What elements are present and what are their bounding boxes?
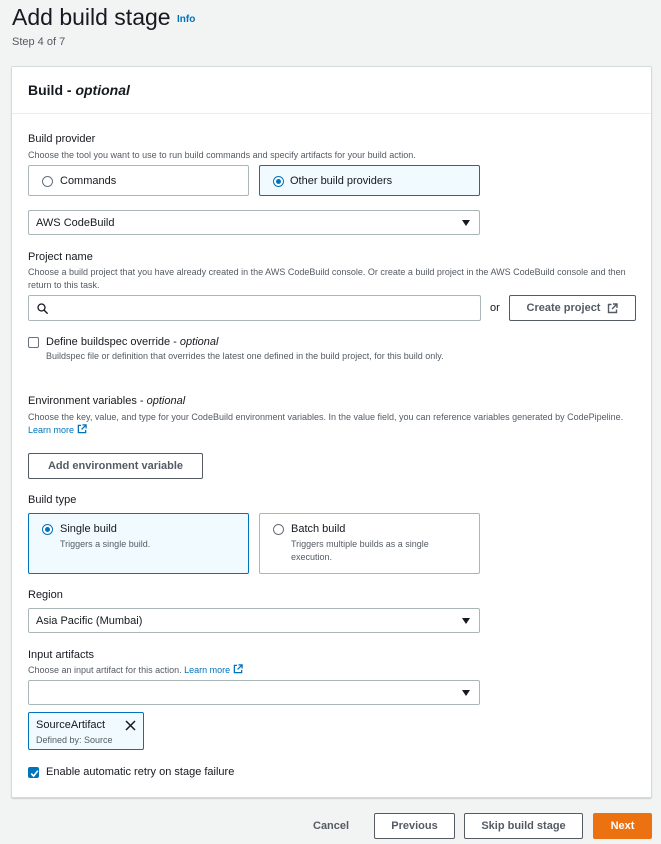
caret-down-icon bbox=[462, 220, 470, 226]
input-artifacts-description bbox=[28, 664, 243, 677]
build-provider-select[interactable] bbox=[28, 210, 480, 235]
env-vars-learn-more-link[interactable]: Learn more bbox=[28, 425, 75, 435]
provider-option-commands-label: Commands bbox=[60, 175, 117, 187]
retry-checkbox[interactable] bbox=[28, 767, 39, 778]
build-type-batch-label: Batch build bbox=[291, 523, 346, 535]
artifact-token bbox=[28, 712, 144, 750]
radio-icon[interactable] bbox=[42, 176, 53, 187]
add-environment-variable-button[interactable] bbox=[28, 453, 203, 479]
build-provider-select-value: AWS CodeBuild bbox=[36, 217, 115, 229]
build-provider-label: Build provider bbox=[28, 133, 96, 145]
build-type-batch[interactable] bbox=[259, 513, 480, 574]
previous-button[interactable] bbox=[374, 813, 455, 839]
close-icon[interactable] bbox=[125, 720, 136, 731]
caret-down-icon bbox=[462, 690, 470, 696]
panel-title-optional: optional bbox=[75, 82, 130, 98]
build-type-label: Build type bbox=[28, 494, 77, 506]
cancel-button[interactable]: Cancel bbox=[313, 820, 350, 832]
radio-icon[interactable] bbox=[273, 524, 284, 535]
project-name-description: Choose a build project that you have already created in the AWS CodeBuild console. Or create a build project in the AWS CodeBuild console and then return to this task. bbox=[28, 267, 626, 290]
buildspec-label-prefix: Define buildspec override - bbox=[46, 336, 180, 348]
env-vars-description bbox=[28, 411, 628, 437]
build-type-single[interactable] bbox=[28, 513, 249, 574]
env-vars-label-optional: optional bbox=[146, 395, 186, 407]
build-type-batch-description: Triggers multiple builds as a single execution. bbox=[291, 539, 429, 562]
input-artifacts-learn-more-link[interactable]: Learn more bbox=[184, 665, 231, 675]
skip-build-stage-button[interactable] bbox=[464, 813, 583, 839]
panel-title bbox=[28, 82, 130, 98]
external-link-icon bbox=[607, 303, 618, 314]
region-label: Region bbox=[28, 589, 63, 601]
build-provider-description: Choose the tool you want to use to run build commands and specify artifacts for your build action. bbox=[28, 150, 416, 160]
buildspec-override-label bbox=[46, 336, 218, 348]
provider-option-other-label: Other build providers bbox=[290, 175, 393, 187]
add-environment-variable-label: Add environment variable bbox=[47, 460, 184, 472]
create-project-button[interactable] bbox=[509, 295, 636, 321]
external-link-icon bbox=[77, 424, 87, 434]
or-text: or bbox=[490, 302, 500, 314]
buildspec-override-description: Buildspec file or definition that overrides the latest one defined in the build project, for this build only. bbox=[46, 351, 444, 361]
panel-title-prefix: Build - bbox=[28, 82, 76, 98]
region-select-value: Asia Pacific (Mumbai) bbox=[36, 615, 143, 627]
project-name-search-input[interactable] bbox=[28, 295, 481, 321]
search-icon bbox=[37, 303, 48, 314]
env-vars-label-prefix: Environment variables - bbox=[28, 395, 147, 407]
build-type-single-description: Triggers a single build. bbox=[60, 539, 151, 549]
radio-selected-icon[interactable] bbox=[273, 176, 284, 187]
buildspec-override-checkbox[interactable] bbox=[28, 337, 39, 348]
buildspec-label-optional: optional bbox=[179, 336, 219, 348]
step-indicator: Step 4 of 7 bbox=[12, 36, 66, 48]
build-type-single-label: Single build bbox=[60, 523, 117, 535]
skip-build-stage-label: Skip build stage bbox=[481, 820, 566, 832]
check-icon bbox=[30, 769, 39, 778]
env-vars-label bbox=[28, 395, 185, 407]
external-link-icon bbox=[233, 664, 243, 674]
provider-option-commands[interactable] bbox=[28, 165, 249, 196]
radio-selected-icon[interactable] bbox=[42, 524, 53, 535]
artifact-token-name: SourceArtifact bbox=[36, 719, 106, 731]
next-button-label: Next bbox=[610, 820, 635, 832]
retry-label: Enable automatic retry on stage failure bbox=[46, 766, 235, 778]
env-vars-description-text: Choose the key, value, and type for your CodeBuild environment variables. In the value field, you can reference variables generated by CodePipeline. bbox=[28, 412, 624, 422]
next-button[interactable] bbox=[593, 813, 652, 839]
previous-button-label: Previous bbox=[391, 820, 438, 832]
input-artifacts-description-text: Choose an input artifact for this action. bbox=[28, 665, 182, 675]
provider-option-other[interactable] bbox=[259, 165, 480, 196]
create-project-label: Create project bbox=[526, 302, 601, 314]
input-artifacts-label: Input artifacts bbox=[28, 649, 95, 661]
region-select[interactable] bbox=[28, 608, 480, 633]
input-artifacts-select[interactable] bbox=[28, 680, 480, 705]
project-name-label: Project name bbox=[28, 251, 93, 263]
page-title: Add build stage bbox=[12, 4, 171, 30]
info-link[interactable]: Info bbox=[177, 14, 196, 25]
caret-down-icon bbox=[462, 618, 470, 624]
artifact-token-defined-by: Defined by: Source bbox=[36, 735, 113, 745]
